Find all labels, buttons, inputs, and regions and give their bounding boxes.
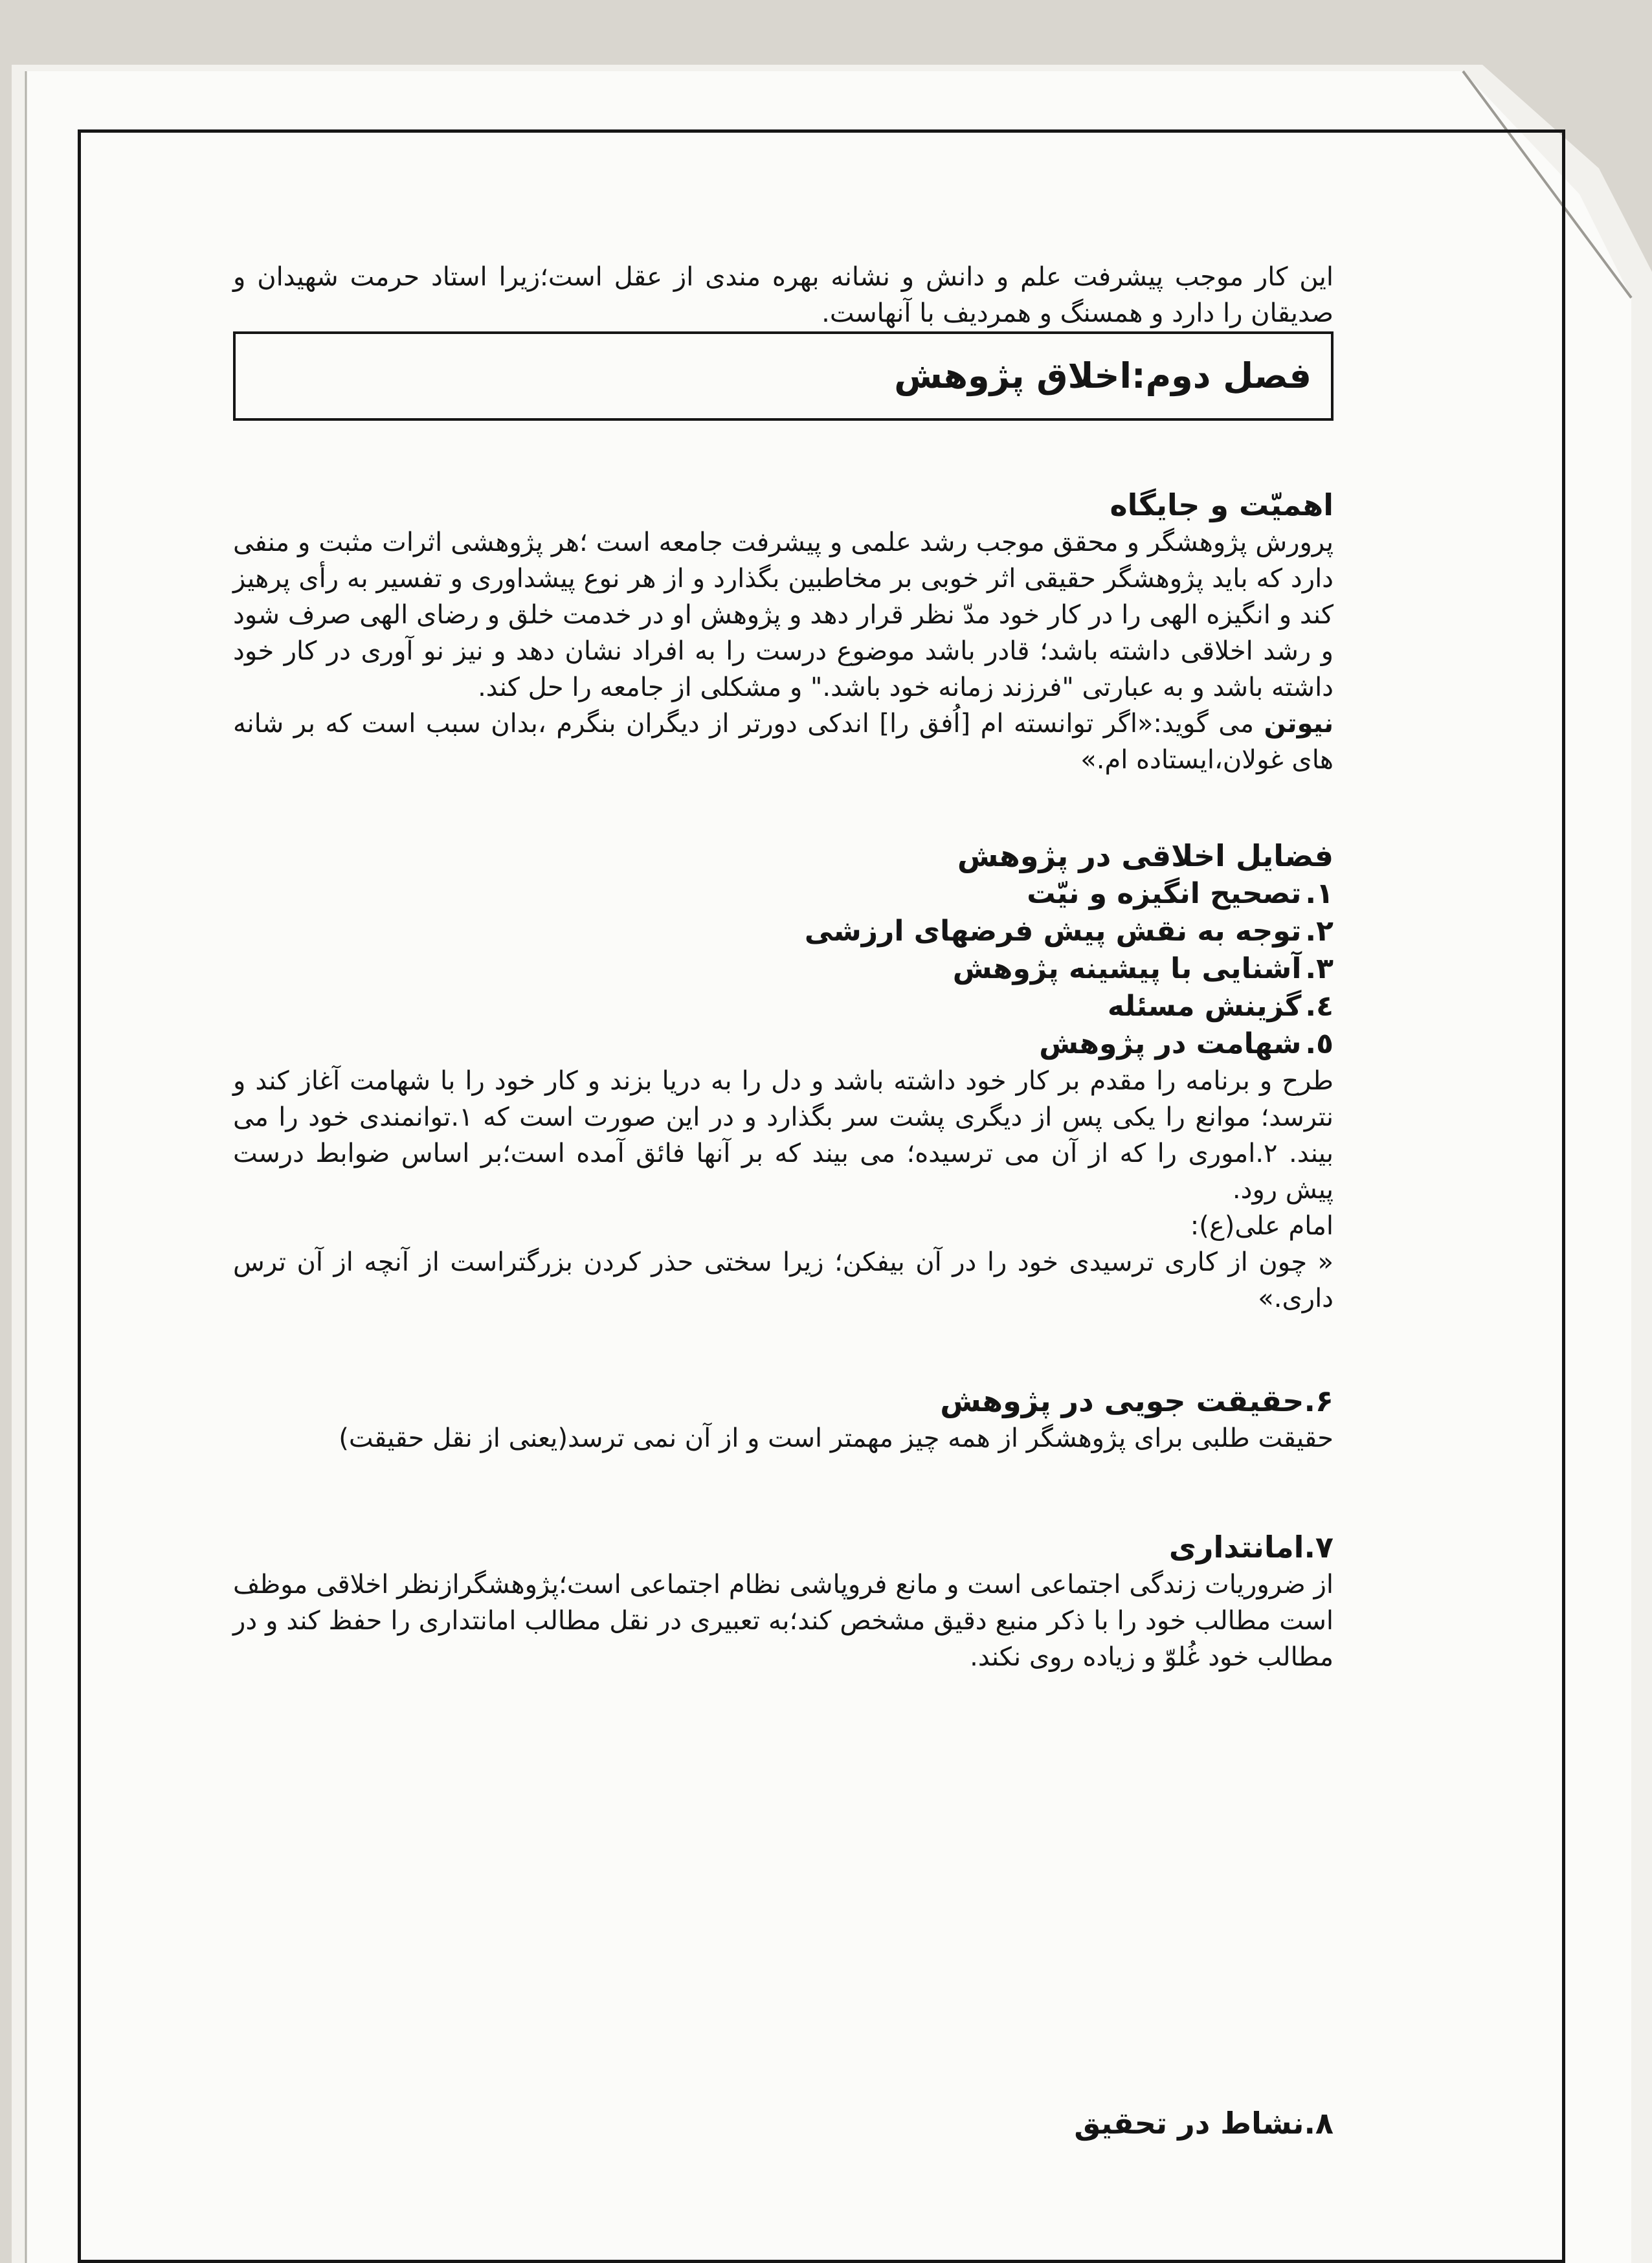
section-heading-truth: ۶.حقیقت جویی در پژوهش [940, 1383, 1334, 1418]
importance-paragraph: پرورش پژوهشگر و محقق موجب رشد علمی و پیشرفت جامعه است ؛هر پژوهشی اثرات مثبت و منفی دارد که باید پژوهشگر حقیقی اثر خوبی بر مخاطبین بگذارد و از هر نوع پیشداوری و تفسیر به رأی پرهیز کند و انگیزه الهی را در کار خود مدّ نظر قرار دهد و پژوهش او در خدمت خلق و رضای الهی صرف شود و رشد اخلاقی داشته باشد؛ قادر باشد موضوع درست را به افراد نشان دهد و نیز نو آوری در کار خود داشته باشد و به عبارتی "فرزند زمانه خود باشد." و مشکلی از جامعه را حل کند. [233, 528, 1334, 702]
list-item [233, 1025, 1334, 1063]
chapter-title-box [233, 331, 1334, 421]
chapter-title: فصل دوم:اخلاق پژوهش [894, 355, 1312, 396]
section-heading-activity: ۸.نشاط در تحقیق [1074, 2106, 1334, 2141]
virtues-list [233, 875, 1334, 1063]
list-item [233, 913, 1334, 950]
newton-quote: می گوید:«اگر توانسته ام [اُفق را] اندکی دورتر از دیگران بنگرم ،بدان سبب است که بر شانه های غولان،ایستاده ام.» [233, 709, 1334, 775]
list-item-number: ٤. [1305, 990, 1334, 1023]
imam-ali-quote: « چون از کاری ترسیدی خود را در آن بیفکن؛ زیرا سختی حذر کردن بزرگتراست از آنچه از آن ترس داری.» [233, 1247, 1334, 1313]
list-item-label: آشنایی با پیشینه پژوهش [952, 952, 1302, 985]
section-heading-trust: ۷.امانتداری [1168, 1530, 1334, 1565]
section-heading-importance: اهمیّت و جایگاه [1110, 487, 1334, 522]
list-item-number: ۲. [1305, 915, 1334, 948]
courage-paragraph: طرح و برنامه را مقدم بر کار خود داشته باشد و دل را به دریا بزند و کار خود را با شهامت آغاز کند و نترسد؛ موانع را یکی پس از دیگری پشت سر بگذارد و در این صورت است که ۱.توانمندی خود را می بیند. ۲.اموری را که از آن می ترسیده؛ می بیند که بر آنها فائق آمده است؛بر اساس ضوابط درست پیش رود. [233, 1066, 1334, 1205]
list-item [233, 988, 1334, 1025]
list-item-number: ۱. [1305, 877, 1334, 910]
list-item [233, 950, 1334, 988]
intro-paragraph: این کار موجب پیشرفت علم و دانش و نشانه بهره مندی از عقل است؛زیرا استاد حرمت شهیدان و صدیقان را دارد و همسنگ و همردیف با آنهاست. [233, 262, 1334, 328]
list-item-label: توجه به نقش پیش فرضهای ارزشی [804, 915, 1302, 948]
newton-quote-paragraph [233, 706, 1334, 778]
section-heading-virtues: فضایل اخلاقی در پژوهش [957, 838, 1334, 873]
list-item-label: تصحیح انگیزه و نیّت [1027, 877, 1302, 910]
list-item-number: ٥. [1305, 1027, 1334, 1060]
newton-name: نیوتن [1264, 709, 1334, 739]
truth-paragraph: حقیقت طلبی برای پژوهشگر از همه چیز مهمتر است و از آن نمی ترسد(یعنی از نقل حقیقت) [339, 1423, 1334, 1453]
list-item-label: گزینش مسئله [1107, 990, 1302, 1023]
document-body [233, 259, 1334, 2141]
trust-paragraph: از ضروریات زندگی اجتماعی است و مانع فروپاشی نظام اجتماعی است؛پژوهشگرازنظر اخلاقی موظف است مطالب خود را با ذکر منبع دقیق مشخص کند؛به تعبیری در نقل مطالب امانتداری را حفظ کند و در مطالب خود غُلوّ و زیاده روی نکند. [233, 1570, 1334, 1672]
list-item-number: ۳. [1305, 952, 1334, 985]
list-item [233, 875, 1334, 913]
imam-ali-label: امام علی(ع): [1190, 1211, 1334, 1241]
list-item-label: شهامت در پژوهش [1039, 1027, 1302, 1060]
